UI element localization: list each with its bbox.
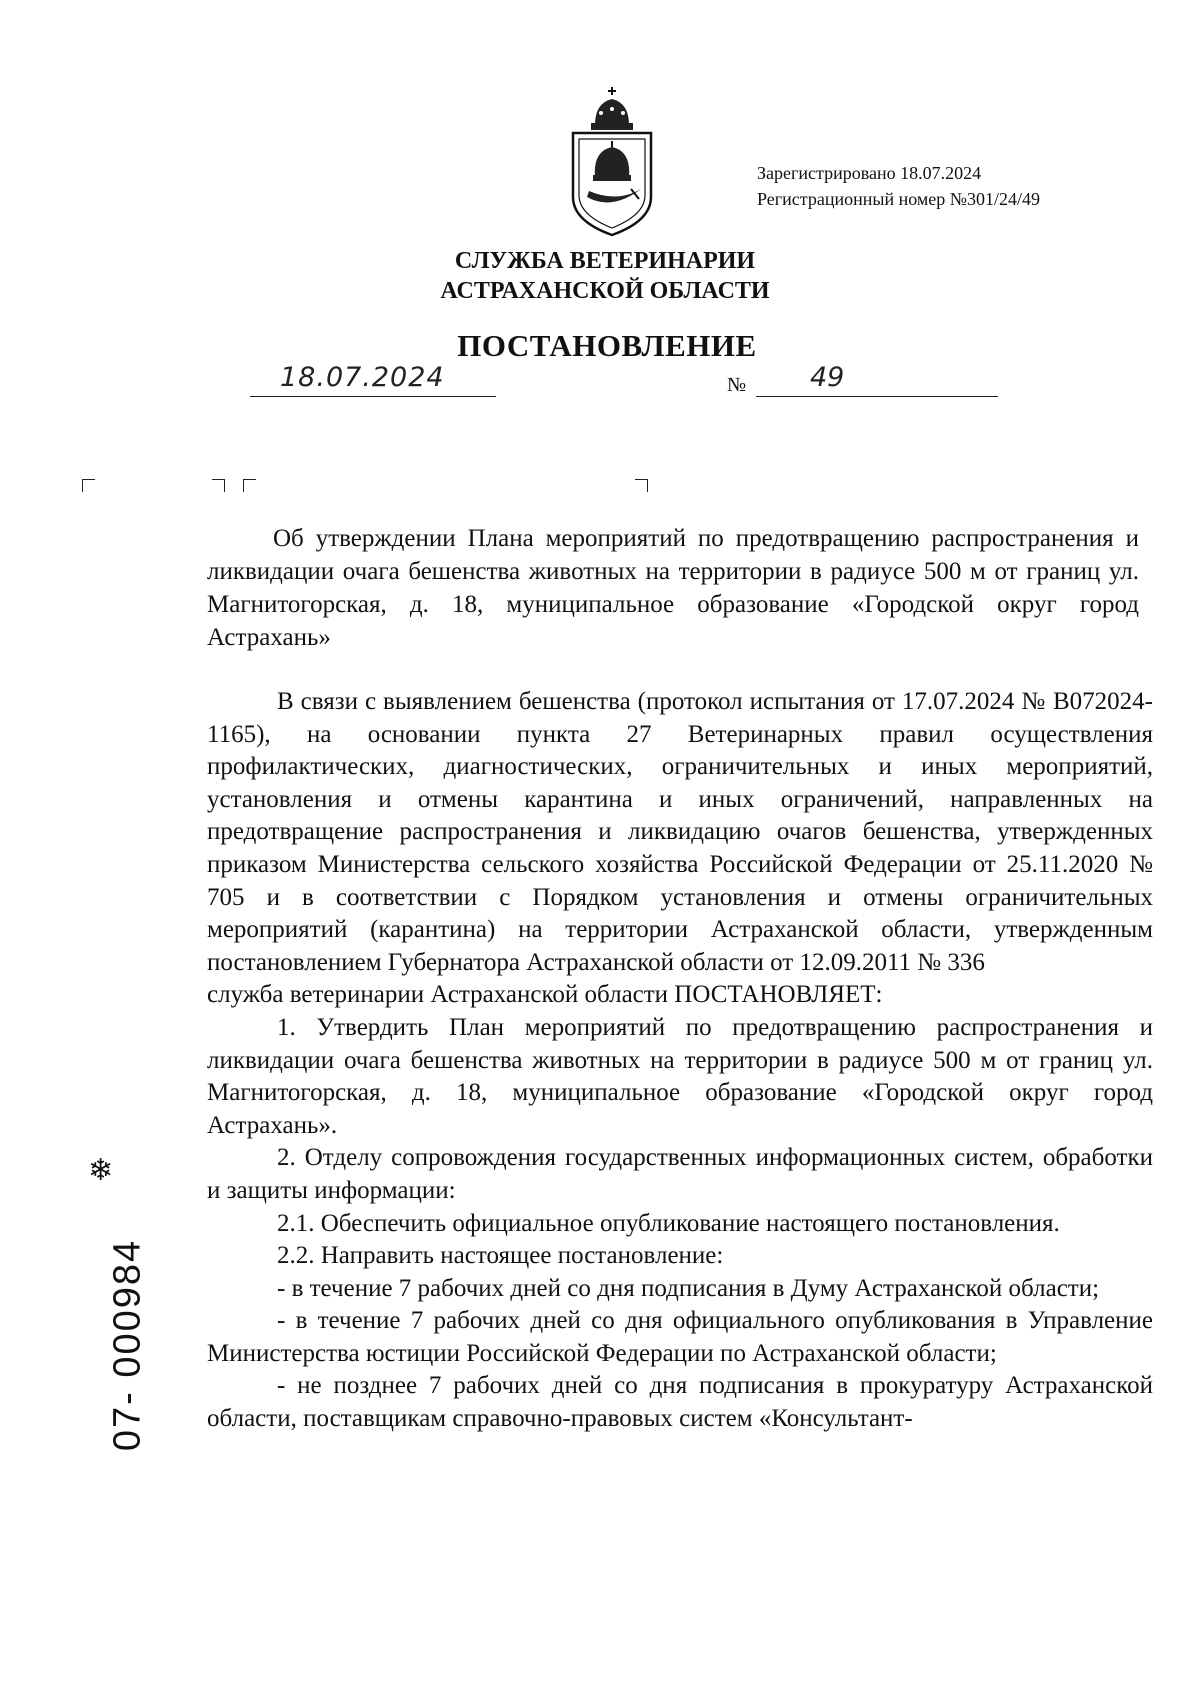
registration-stamp bbox=[757, 160, 1040, 212]
corner-mark bbox=[243, 479, 256, 492]
resolves-line: служба ветеринарии Астраханской области ПОСТАНОВЛЯЕТ: bbox=[207, 981, 883, 1009]
registration-date: Зарегистрировано 18.07.2024 bbox=[757, 163, 982, 183]
number-label: № bbox=[727, 374, 747, 396]
item-paragraph: 2.1. Обеспечить официальное опубликование настоящего постановления. bbox=[277, 1209, 1060, 1237]
number-underline bbox=[756, 396, 998, 397]
item-paragraph: - в течение 7 рабочих дней со дня подписания в Думу Астраханской области; bbox=[277, 1274, 1100, 1302]
subject-text: Об утверждении Плана мероприятий по предотвращению распространения и ликвидации очага бешенства животных на территории в радиусе 500 м от границ ул. Магнитогорская, д. 18, муниципальное образование «Городской округ город Астрахань» bbox=[207, 525, 1139, 651]
side-mark: ❄ bbox=[88, 1153, 114, 1188]
side-stamp-number: 07- 000984 bbox=[106, 1238, 149, 1452]
registration-number: Регистрационный номер №301/24/49 bbox=[757, 189, 1040, 209]
corner-mark-top-left bbox=[82, 479, 95, 492]
item-paragraph: 1. Утвердить План мероприятий по предотвращению распространения и ликвидации очага бешенства животных на территории в радиусе 500 м от границ ул. Магнитогорская, д. 18, муниципальное образование «Городской округ город Астрахань». bbox=[207, 1013, 1153, 1139]
item-paragraph: 2.2. Направить настоящее постановление: bbox=[277, 1242, 724, 1270]
organization-line-2: АСТРАХАНСКОЙ ОБЛАСТИ bbox=[440, 278, 770, 304]
item-paragraph: 2. Отделу сопровождения государственных информационных систем, обработки и защиты информации: bbox=[207, 1144, 1153, 1204]
coat-of-arms-icon bbox=[565, 85, 659, 237]
preamble-paragraph: В связи с выявлением бешенства (протокол испытания от 17.07.2024 № В072024-1165), на основании пункта 27 Ветеринарных правил осуществления профилактических, диагностических, ограничительных и иных мероприятий, установления и отмены карантина и иных ограничений, направленных на предотвращение распространения и ликвидацию очагов бешенства, утвержденных приказом Министерства сельского хозяйства Российской Федерации от 25.11.2020 № 705 и в соответствии с Порядком установления и отмены ограничительных мероприятий (карантина) на территории Астраханской области, утвержденным постановлением Губернатора Астраханской области от 12.09.2011 № 336 bbox=[207, 688, 1153, 976]
document-date: 18.07.2024 bbox=[280, 362, 445, 393]
organization-name bbox=[0, 246, 1200, 306]
corner-mark-top-right bbox=[635, 479, 648, 492]
date-underline bbox=[250, 396, 496, 397]
item-paragraph: - не позднее 7 рабочих дней со дня подписания в прокуратуру Астраханской области, поставщикам справочно-правовых систем «Консультант- bbox=[207, 1372, 1153, 1433]
item-paragraph: - в течение 7 рабочих дней со дня официального опубликования в Управление Министерства юстиции Российской Федерации по Астраханской области; bbox=[207, 1307, 1153, 1367]
organization-line-1: СЛУЖБА ВЕТЕРИНАРИИ bbox=[454, 248, 756, 274]
corner-mark bbox=[212, 479, 225, 492]
document-body bbox=[207, 686, 1153, 1436]
document-type-heading: ПОСТАНОВЛЕНИЕ bbox=[457, 328, 757, 363]
document-number: 49 bbox=[810, 362, 845, 393]
document-subject bbox=[207, 522, 1139, 654]
